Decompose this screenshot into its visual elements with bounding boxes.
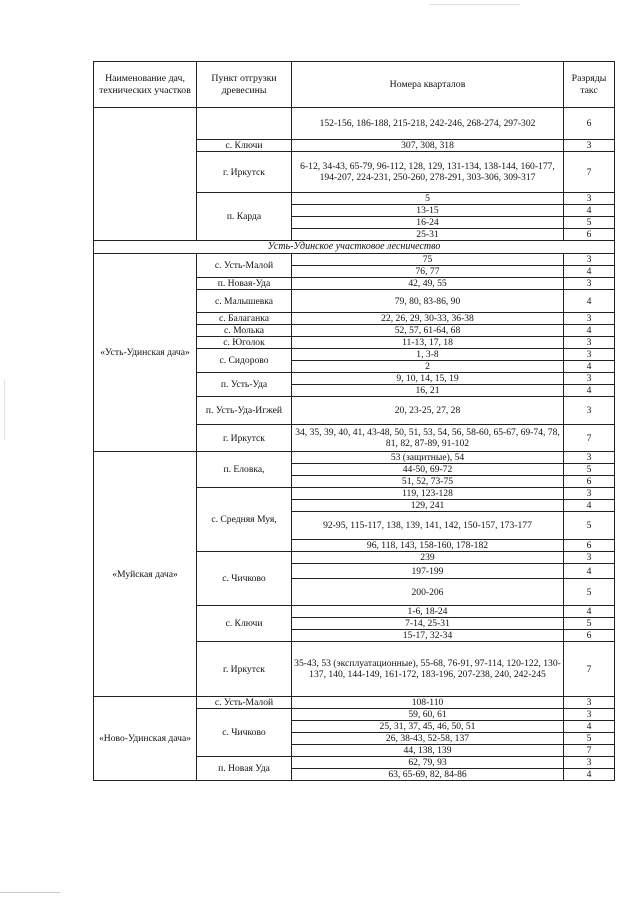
quarters-cell: 2 [292,361,564,373]
dacha-cell: «Ново-Удинская дача» [94,697,197,781]
tax-category-cell: 4 [564,205,615,217]
quarters-cell: 119, 123-128 [292,488,564,500]
tax-category-cell: 3 [564,313,615,325]
shipping-point-cell: с. Малышевка [197,290,292,313]
section-title: Усть-Удинское участковое лесничество [94,241,615,254]
shipping-point-cell: с. Усть-Малой [197,697,292,709]
quarters-cell: 44-50, 69-72 [292,464,564,476]
quarters-cell: 34, 35, 39, 40, 41, 43-48, 50, 51, 53, 54, 56, 58-60, 65-67, 69-74, 78, 81, 82, 87-89, 91-102 [292,425,564,452]
quarters-cell: 25-31 [292,229,564,241]
tax-category-cell: 3 [564,452,615,464]
quarters-cell: 76, 77 [292,266,564,278]
dacha-cell: «Усть-Удинская дача» [94,254,197,452]
shipping-point-cell: с. Ключи [197,606,292,642]
tax-category-cell: 5 [564,579,615,606]
table-row [94,108,615,140]
quarters-cell: 7-14, 25-31 [292,618,564,630]
tax-category-cell: 5 [564,464,615,476]
shipping-point-cell: п. Карда [197,193,292,241]
tax-category-cell: 5 [564,217,615,229]
tax-category-cell: 4 [564,721,615,733]
quarters-cell: 96, 118, 143, 158-160, 178-182 [292,540,564,552]
tax-category-cell: 3 [564,757,615,769]
quarters-cell: 16, 21 [292,385,564,397]
tax-category-cell: 6 [564,476,615,488]
quarters-cell: 239 [292,552,564,564]
table-row [94,254,615,266]
shipping-point-cell: п. Усть-Уда-Игжей [197,397,292,425]
shipping-point-cell: п. Усть-Уда [197,373,292,397]
shipping-point-cell: п. Новая-Уда [197,278,292,290]
tax-category-cell: 4 [564,769,615,781]
tax-category-cell: 4 [564,385,615,397]
quarters-cell: 1, 3-8 [292,349,564,361]
scan-artifact [0,892,60,893]
shipping-point-cell: с. Ключи [197,140,292,152]
quarters-cell: 129, 241 [292,500,564,512]
tax-category-cell: 5 [564,512,615,540]
tax-category-cell: 4 [564,290,615,313]
tax-category-cell: 7 [564,152,615,193]
shipping-point-cell: с. Юголок [197,337,292,349]
tax-category-cell: 3 [564,349,615,361]
quarters-cell: 75 [292,254,564,266]
quarters-cell: 63, 65-69, 82, 84-86 [292,769,564,781]
shipping-point-cell: п. Новая Уда [197,757,292,781]
quarters-cell: 79, 80, 83-86, 90 [292,290,564,313]
scan-artifact [4,380,5,440]
shipping-point-cell: п. Еловка, [197,452,292,488]
table-row [94,452,615,464]
tax-category-cell: 4 [564,500,615,512]
quarters-cell: 35-43, 53 (эксплуатационные), 55-68, 76-91, 97-114, 120-122, 130-137, 140, 144-149, 161-172, 183-196, 207-238, 240, 242-245 [292,642,564,697]
quarters-cell: 152-156, 186-188, 215-218, 242-246, 268-274, 297-302 [292,108,564,140]
tax-category-cell: 3 [564,193,615,205]
tax-category-cell: 3 [564,697,615,709]
tax-category-cell: 6 [564,229,615,241]
tax-category-cell: 6 [564,108,615,140]
quarters-cell: 53 (защитные), 54 [292,452,564,464]
quarters-cell: 52, 57, 61-64, 68 [292,325,564,337]
shipping-point-cell: г. Иркутск [197,425,292,452]
header-tax-category: Разряды такс [564,62,615,108]
tax-category-cell: 3 [564,373,615,385]
quarters-cell: 16-24 [292,217,564,229]
tax-category-cell: 7 [564,425,615,452]
quarters-cell: 20, 23-25, 27, 28 [292,397,564,425]
quarters-cell: 25, 31, 37, 45, 46, 50, 51 [292,721,564,733]
shipping-point-cell: с. Усть-Малой [197,254,292,278]
table-row [94,697,615,709]
scan-artifact [430,4,520,5]
tax-category-cell: 3 [564,337,615,349]
tax-category-cell: 3 [564,552,615,564]
shipping-point-cell: г. Иркутск [197,642,292,697]
forest-tax-table [93,61,615,781]
table-header-row [94,62,615,108]
quarters-cell: 200-206 [292,579,564,606]
shipping-point-cell: с. Сидорово [197,349,292,373]
tax-category-cell: 4 [564,325,615,337]
quarters-cell: 197-199 [292,564,564,579]
quarters-cell: 15-17, 32-34 [292,630,564,642]
shipping-point-cell: г. Иркутск [197,152,292,193]
dacha-cell [94,108,197,241]
quarters-cell: 42, 49, 55 [292,278,564,290]
tax-category-cell: 4 [564,606,615,618]
quarters-cell: 5 [292,193,564,205]
quarters-cell: 26, 38-43, 52-58, 137 [292,733,564,745]
tax-category-cell: 7 [564,642,615,697]
quarters-cell: 62, 79, 93 [292,757,564,769]
tax-category-cell: 3 [564,397,615,425]
tax-category-cell: 5 [564,618,615,630]
tax-category-cell: 7 [564,745,615,757]
header-quarters: Номера кварталов [292,62,564,108]
shipping-point-cell [197,108,292,140]
quarters-cell: 307, 308, 318 [292,140,564,152]
quarters-cell: 22, 26, 29, 30-33, 36-38 [292,313,564,325]
tax-category-cell: 3 [564,254,615,266]
shipping-point-cell: с. Балаганка [197,313,292,325]
quarters-cell: 59, 60, 61 [292,709,564,721]
shipping-point-cell: с. Молька [197,325,292,337]
tax-category-cell: 3 [564,709,615,721]
quarters-cell: 1-6, 18-24 [292,606,564,618]
quarters-cell: 51, 52, 73-75 [292,476,564,488]
quarters-cell: 11-13, 17, 18 [292,337,564,349]
tax-category-cell: 6 [564,540,615,552]
tax-category-cell: 4 [564,361,615,373]
quarters-cell: 6-12, 34-43, 65-79, 96-112, 128, 129, 131-134, 138-144, 160-177, 194-207, 224-231, 250-260, 278-291, 303-306, 309-317 [292,152,564,193]
header-shipping-point: Пункт отгрузки древесины [197,62,292,108]
quarters-cell: 92-95, 115-117, 138, 139, 141, 142, 150-157, 173-177 [292,512,564,540]
quarters-cell: 13-15 [292,205,564,217]
shipping-point-cell: с. Чичково [197,552,292,606]
tax-category-cell: 3 [564,278,615,290]
shipping-point-cell: с. Чичково [197,709,292,757]
shipping-point-cell: с. Средняя Муя, [197,488,292,552]
quarters-cell: 108-110 [292,697,564,709]
dacha-cell: «Муйская дача» [94,452,197,697]
header-dacha: Наименование дач, технических участков [94,62,197,108]
section-row [94,241,615,254]
tax-category-cell: 3 [564,488,615,500]
tax-category-cell: 4 [564,564,615,579]
quarters-cell: 9, 10, 14, 15, 19 [292,373,564,385]
quarters-cell: 44, 138, 139 [292,745,564,757]
tax-category-cell: 3 [564,140,615,152]
tax-category-cell: 4 [564,266,615,278]
table-body [94,108,615,781]
tax-category-cell: 5 [564,733,615,745]
tax-category-cell: 6 [564,630,615,642]
